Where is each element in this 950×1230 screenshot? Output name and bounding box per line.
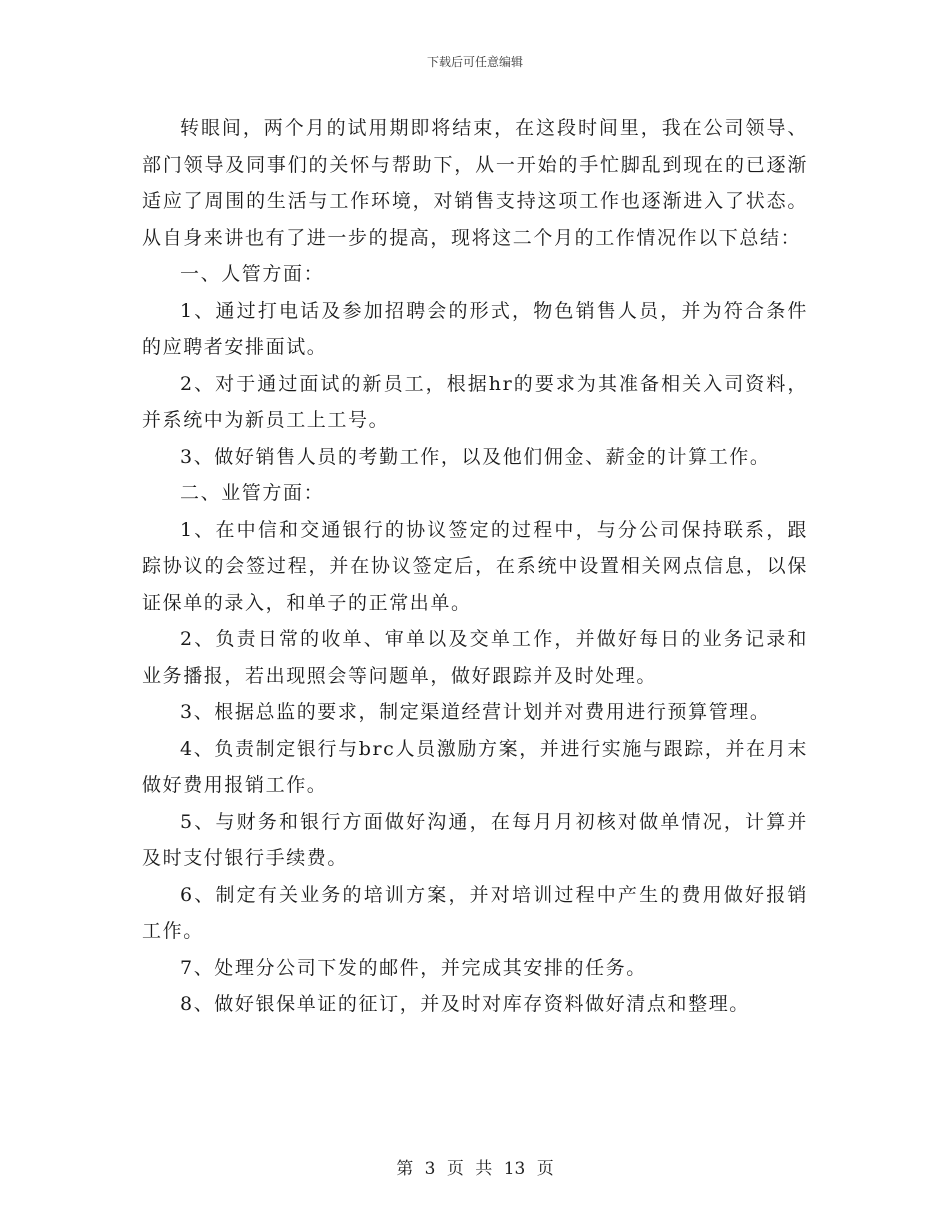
- list-item: 3、根据总监的要求，制定渠道经营计划并对费用进行预算管理。: [180, 701, 771, 723]
- list-item: 2、对于通过面试的新员工，根据hr的要求为其准备相关入司资料，并系统中为新员工上工号。: [142, 372, 808, 431]
- list-item: 8、做好银保单证的征订，并及时对库存资料做好清点和整理。: [180, 993, 750, 1015]
- list-item: 6、制定有关业务的培训方案，并对培训过程中产生的费用做好报销工作。: [142, 883, 808, 942]
- page-header-note: 下载后可任意编辑: [426, 55, 523, 69]
- page-number-footer: 第 3 页 共 13 页: [396, 1159, 554, 1179]
- document-body: [142, 110, 808, 1023]
- list-item: 1、通过打电话及参加招聘会的形式，物色销售人员，并为符合条件的应聘者安排面试。: [142, 299, 808, 358]
- list-item: 1、在中信和交通银行的协议签定的过程中，与分公司保持联系，跟踪协议的会签过程，并在协议签定后，在系统中设置相关网点信息，以保证保单的录入，和单子的正常出单。: [142, 518, 808, 614]
- list-item: 4、负责制定银行与brc人员激励方案，并进行实施与跟踪，并在月末做好费用报销工作。: [142, 737, 808, 796]
- list-item: 3、做好销售人员的考勤工作，以及他们佣金、薪金的计算工作。: [180, 445, 771, 468]
- section-heading-business: 二、业管方面：: [180, 482, 325, 504]
- list-item: 2、负责日常的收单、审单以及交单工作，并做好每日的业务记录和业务播报，若出现照会等问题单，做好跟踪并及时处理。: [142, 628, 808, 687]
- list-item: 5、与财务和银行方面做好沟通，在每月月初核对做单情况，计算并及时支付银行手续费。: [142, 810, 808, 869]
- intro-paragraph: 转眼间，两个月的试用期即将结束，在这段时间里，我在公司领导、部门领导及同事们的关怀与帮助下，从一开始的手忙脚乱到现在的已逐渐适应了周围的生活与工作环境，对销售支持这项工作也逐渐进入了状态。从自身来讲也有了进一步的提高，现将这二个月的工作情况作以下总结：: [142, 117, 808, 249]
- section-heading-personnel: 一、人管方面：: [180, 263, 325, 285]
- list-item: 7、处理分公司下发的邮件，并完成其安排的任务。: [180, 956, 647, 979]
